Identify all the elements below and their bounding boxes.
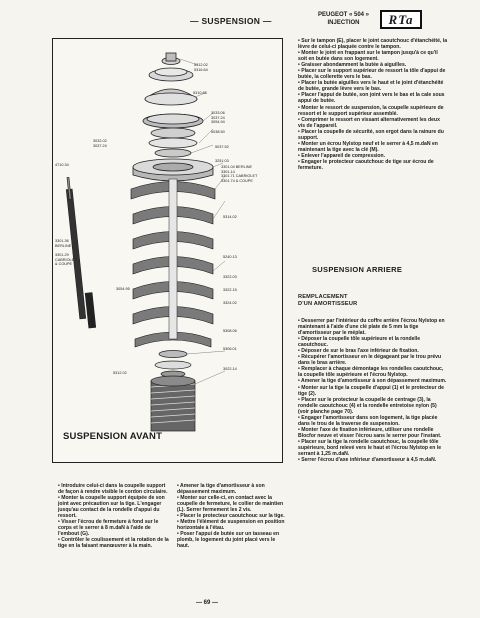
right-column-text [298,38,448,171]
callout-4710-34: 4710.34 [55,163,69,167]
paragraph: • Placer sur le support supérieur de ressort la tôle d'appui de butée, la collerette vers le bas. [298,68,446,81]
paragraph: • Monter sur la tige la coupelle d'appui (1) et le protecteur de tige (2). [298,384,444,397]
paragraph: • Placer la butée aiguilles vers le haut et le joint d'étanchéité de butée, grande lèvre vers le bas. [298,80,444,93]
callout-5240-13: 5240.13 [223,255,237,259]
figure-caption: SUSPENSION AVANT [63,431,163,442]
exploded-view-figure [52,38,283,463]
paragraph: • Placer la coupelle de sécurité, son ergot dans la rainure du support. [298,128,444,141]
paragraph: • Monter sur celle-ci, en contact avec la coupelle de fermeture, le collier de maintien (L). Serrer fermement les 2 vis. [177,495,284,514]
callout-3301-04: 3301.04 BERLINE 3301.14 3301.71 CABRIOLET 3301.74 & COUPE [221,165,258,183]
sub-title-line-1: REMPLACEMENT [298,294,348,300]
callout-5037-52: 5037.52 [215,145,229,149]
callout-5312-02-b: 5312.02 [113,371,127,375]
paragraph: • Engager l'amortisseur dans son logement, la tige placée dans le trou de la traverse de suspension. [298,414,438,427]
paragraph: • Introduire celui-ci dans la coupelle support de façon à rendre visible le cordon circulaire. [58,483,168,496]
model-label [318,11,369,27]
paragraph: • Remplacer à chaque démontage les rondelles caoutchouc, la coupelle tôle supérieure et l'écrou Nylstop. [298,366,444,379]
paragraph: • Amener la tige d'amortisseur à son dépassement maximum. [298,378,447,385]
paragraph: • Déposer la coupelle tôle supérieure et la rondelle caoutchouc. [298,336,421,349]
paragraph: • Visser l'écrou de fermeture à fond sur le corps et le serrer à 8 m.daN à l'aide de l'embout (G). [58,519,159,538]
paragraph: • Amener la tige d'amortisseur à son dépassement maximum. [177,483,265,496]
callout-5310-88: 5310.88 [193,91,207,95]
paragraph: • Placer le protecteur caoutchouc sur la tige. [177,513,285,520]
rta-logo: RTa [380,10,422,29]
paragraph: • Poser l'appui de butée sur un tasseau en plomb, le logement du joint placé vers le haut. [177,531,280,550]
paragraph: • Monter un écrou Nylstop neuf et le serrer à 4,5 m.daN en maintenant la tige avec la clé (M). [298,140,438,153]
paragraph: • Placer l'appui de butée, son joint vers le bas et la cale sous appui de butée. [298,92,445,105]
callout-3054-95: 3054.95 [116,287,130,291]
paragraph: • Enlever l'appareil de compression. [298,152,386,159]
callout-3324-02: 3324.02 [223,301,237,305]
paragraph: • Récupérer l'amortisseur en le dégageant par le trou prévu dans le bras arrière. [298,354,442,367]
paragraph: • Graisser abondamment la butée à aiguilles. [298,62,407,69]
callout-5308-06: 5308.06 [223,329,237,333]
paragraph: • Monter l'axe de fixation inférieure, utiliser une rondelle Blocfor neuve et visser l'écrou sans le serrer pour l'instant. [298,426,442,439]
callout-5038-50: 5038.50 [211,130,225,134]
callout-3032-02: 3032.02 3037.24 [93,139,107,148]
paragraph: • Monter la coupelle support équipée de son joint avec précaution sur la tige. L'engager jusqu'au contact de la rondelle d'appui du ressort. [58,495,165,520]
paragraph: • Placer sur le protecteur la coupelle de centrage (3), la rondelle caoutchouc (4) et la rondelle entretoise nylon (5) (voir planche page 70). [298,396,437,415]
paragraph: • Monter le ressort de suspension, la coupelle supérieure de ressort et le support supérieur assemblé. [298,104,444,117]
suspension-drawing [53,39,284,464]
callout-3322-03: 3322.03 [223,275,237,279]
bottom-middle-text [177,483,287,550]
paragraph: • Mettre l'élément de suspension en position horizontale à l'étau. [177,519,285,532]
bottom-left-text [58,483,170,550]
paragraph: • Placer sur la tige la rondelle caoutchouc, la coupelle tôle supérieure, bord relevé vers le haut et l'écrou Nylstop en le serrant à 1,25 m.daN. [298,438,442,458]
model-line-1: PEUGEOT « 504 » [318,12,370,18]
sub-title-line-2: D'UN AMORTISSEUR [298,301,358,307]
callout-5312-02: 5312.02 5316.64 [194,63,208,72]
callout-5306-01: 5306.01 [223,347,237,351]
paragraph: • Monter le joint en frappant sur le tampon jusqu'à ce qu'il soit en butée dans son logement. [298,50,438,63]
paragraph: • Engager le protecteur caoutchouc de tige sur écrou de fermeture. [298,158,434,171]
paragraph: • Sur le tampon (E), placer le joint caoutchouc d'étanchéité, la lèvre de celui-ci plaquée contre le tampon. [298,38,448,51]
paragraph: • Desserrer par l'intérieur du coffre arrière l'écrou Nylstop en maintenant à l'aide d'une clé plate de 5 mm la tige d'amortisseur par le méplat. [298,318,445,337]
callout-3301-29: 3301.29 CABRIOLET & COUPE [55,253,77,267]
paragraph: • Déposer de sur le bras l'axe inférieur de fixation. [298,348,419,355]
paragraph: • Comprimer le ressort en vissant alternativement les deux vis de l'appareil. [298,116,440,129]
section-header: — SUSPENSION — [190,16,272,26]
callout-3301-36: 3301.36 BERLINE [55,239,72,248]
section-title: SUSPENSION ARRIERE [312,265,403,274]
model-line-2: INJECTION [327,20,360,26]
paragraph: • Contrôler le coulissement et la rotation de la tige en la faisant manœuvrer à la main. [58,537,169,550]
callout-3033-06: 3033.06 3037.24 3054.94 [211,111,225,125]
callout-3322-15: 3322.15 [223,288,237,292]
page-number: — 69 — [196,600,219,606]
callout-5314-02: 5314.02 [223,215,237,219]
paragraph: • Serrer l'écrou d'axe inférieur d'amortisseur à 4,5 m.daN. [298,457,437,464]
right-column-text-2 [298,318,448,463]
callout-3022-14: 3022.14 [223,367,237,371]
callout-3251-03: 3251.03 [215,159,229,163]
sub-title [298,294,357,308]
